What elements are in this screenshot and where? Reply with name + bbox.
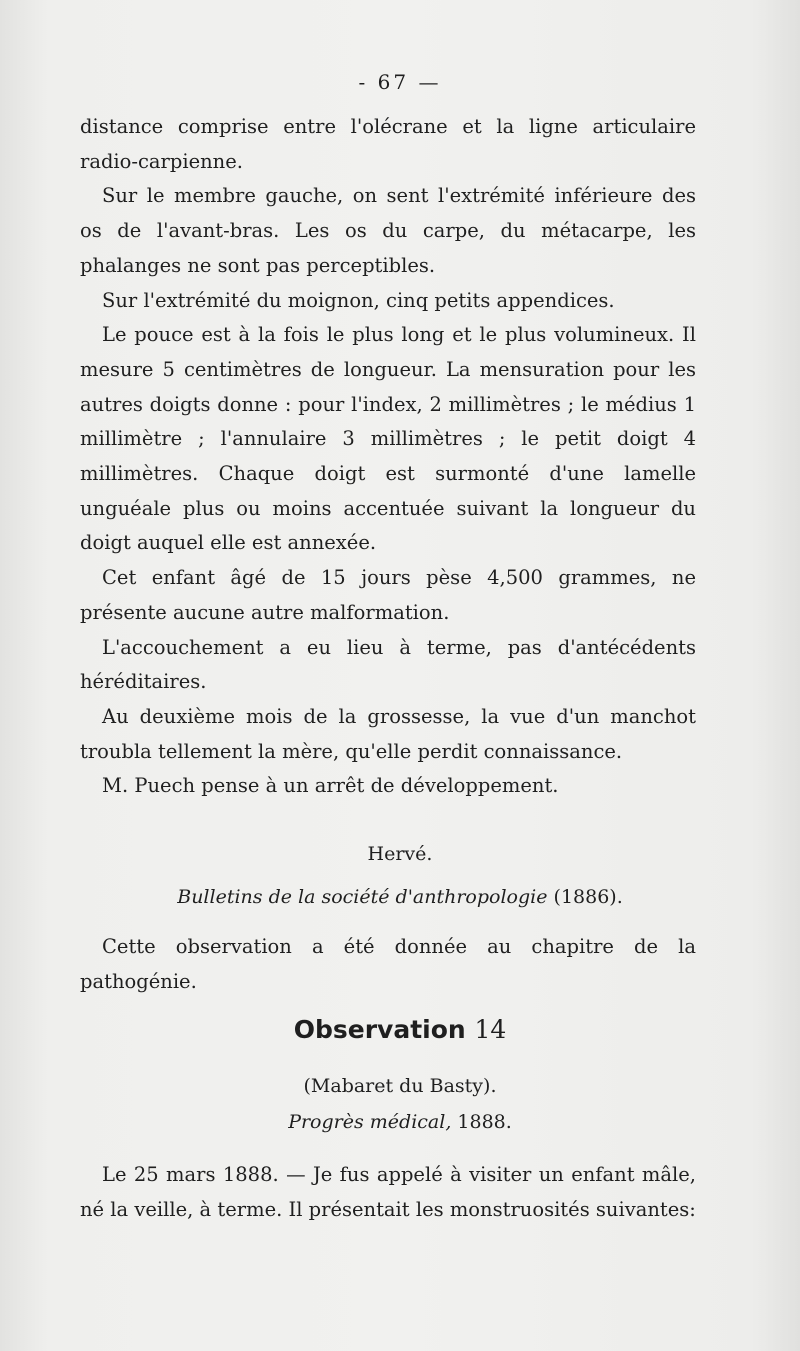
observation-author: (Mabaret du Basty). xyxy=(303,1075,497,1097)
paragraph: Au deuxième mois de la grossesse, la vue d'un manchot troubla tellement la mère, qu'elle perdit connaissance. xyxy=(80,704,696,763)
note-block xyxy=(80,930,696,999)
citation-author: Hervé. xyxy=(367,843,433,865)
observation-journal: Progrès médical, xyxy=(288,1111,452,1133)
paragraph: Sur le membre gauche, on sent l'extrémité inférieure des os de l'avant-bras. Les os du carpe, du métacarpe, les phalanges ne sont pas perceptibles. xyxy=(80,184,696,277)
paragraph: L'accouchement a eu lieu à terme, pas d'antécédents héréditaires. xyxy=(80,635,696,694)
page-number: - 67 — xyxy=(358,70,442,94)
citation-title: Bulletins de la société d'anthropologie xyxy=(177,886,548,908)
citation-year: (1886). xyxy=(553,886,623,908)
observation-heading xyxy=(0,1015,800,1044)
main-text xyxy=(80,110,696,804)
observation-source xyxy=(0,1111,800,1133)
note-paragraph: Cette observation a été donnée au chapitre de la pathogénie. xyxy=(80,935,696,993)
observation-year: 1888. xyxy=(457,1111,512,1133)
observation-title: Observation xyxy=(293,1015,466,1044)
citation-source xyxy=(0,886,800,908)
final-block xyxy=(80,1158,696,1227)
observation-number: 14 xyxy=(474,1015,507,1044)
paragraph: Cet enfant âgé de 15 jours pèse 4,500 grammes, ne présente aucune autre malformation. xyxy=(80,566,696,624)
final-paragraph: Le 25 mars 1888. — Je fus appelé à visiter un enfant mâle, né la veille, à terme. Il présentait les monstruosités suivantes: xyxy=(80,1163,696,1221)
paragraph: Le pouce est à la fois le plus long et le plus volumineux. Il mesure 5 centimètres de longueur. La mensuration pour les autres doigts donne : pour l'index, 2 millimètres ; le médius 1 millimètre ; l'annulaire 3 millimètres ; le petit doigt 4 millimètres. Chaque doigt est surmonté d'une lamelle unguéale plus ou moins accentuée suivant la longueur du doigt auquel elle est annexée. xyxy=(80,323,696,555)
paragraph: Sur l'extrémité du moignon, cinq petits appendices. xyxy=(102,288,615,312)
paragraph: M. Puech pense à un arrêt de développement. xyxy=(102,774,559,798)
paragraph: distance comprise entre l'olécrane et la ligne articulaire radio-carpienne. xyxy=(80,115,696,173)
